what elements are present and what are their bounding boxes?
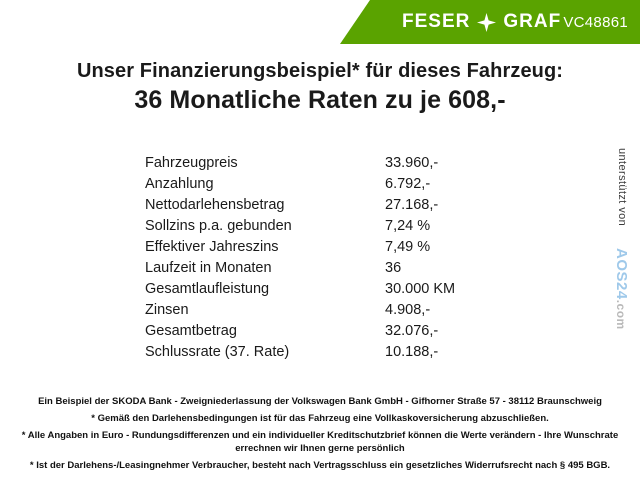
row-value: 7,24 % (385, 218, 431, 234)
table-row (145, 195, 640, 216)
table-row (145, 300, 640, 321)
partner-logo (613, 248, 630, 330)
table-row (145, 258, 640, 279)
row-value: 4.908,- (385, 302, 431, 318)
dealer-logo (402, 0, 561, 44)
brand-name-first: FESER (402, 11, 471, 32)
table-row (145, 174, 640, 195)
table-row (145, 342, 640, 363)
row-value: 30.000 KM (385, 281, 456, 297)
finance-table (0, 153, 640, 363)
row-value: 7,49 % (385, 239, 431, 255)
page-title-block (0, 60, 640, 115)
row-value: 32.076,- (385, 323, 439, 339)
legal-line-1: Ein Beispiel der SKODA Bank - Zweigniederlassung der Volkswagen Bank GmbH - Gifhorner Straße 57 - 38112 Braunschweig (38, 396, 602, 407)
sponsor-sidebar (612, 148, 638, 338)
table-row (145, 237, 640, 258)
row-label: Effektiver Jahreszins (145, 239, 279, 255)
brand-name-second: GRAF (503, 11, 562, 32)
row-label: Gesamtbetrag (145, 323, 237, 339)
row-label: Gesamtlaufleistung (145, 281, 270, 297)
row-label: Anzahlung (145, 176, 214, 192)
supported-by-label: unterstützt von (616, 148, 628, 227)
row-label: Schlussrate (37. Rate) (145, 344, 290, 360)
legal-disclaimer (0, 395, 640, 472)
table-row (145, 216, 640, 237)
row-label: Sollzins p.a. gebunden (145, 218, 292, 234)
row-label: Laufzeit in Monaten (145, 260, 272, 276)
star-burst-icon (477, 13, 496, 32)
row-value: 27.168,- (385, 197, 439, 213)
table-row (145, 321, 640, 342)
partner-brand-name: AOS24 (613, 248, 630, 300)
row-value: 36 (385, 260, 402, 276)
row-value: 10.188,- (385, 344, 439, 360)
stock-number: VC48861 (563, 13, 628, 31)
table-row (145, 279, 640, 300)
page-title: Unser Finanzierungsbeispiel* für dieses Fahrzeug: (76, 60, 564, 82)
row-label: Zinsen (145, 302, 189, 318)
table-row (145, 153, 640, 174)
legal-line-4: * Ist der Darlehens-/Leasingnehmer Verbraucher, besteht nach Vertragsschluss ein gesetzliches Widerrufsrecht nach § 495 BGB. (29, 460, 611, 471)
page-header (0, 0, 640, 44)
partner-domain: .com (614, 299, 628, 330)
legal-line-2: * Gemäß den Darlehensbedingungen ist für das Fahrzeug eine Vollkaskoversicherung abzuschließen. (91, 413, 549, 424)
row-value: 6.792,- (385, 176, 431, 192)
row-label: Fahrzeugpreis (145, 155, 238, 171)
legal-line-3: * Alle Angaben in Euro - Rundungsdifferenzen und ein individueller Kreditschutzbrief können die Werte verändern - Ihre Wunschrate errechnen wir Ihnen gerne persönlich (21, 430, 619, 454)
row-value: 33.960,- (385, 155, 439, 171)
page-subtitle: 36 Monatliche Raten zu je 608,- (134, 86, 506, 114)
row-label: Nettodarlehensbetrag (145, 197, 285, 213)
